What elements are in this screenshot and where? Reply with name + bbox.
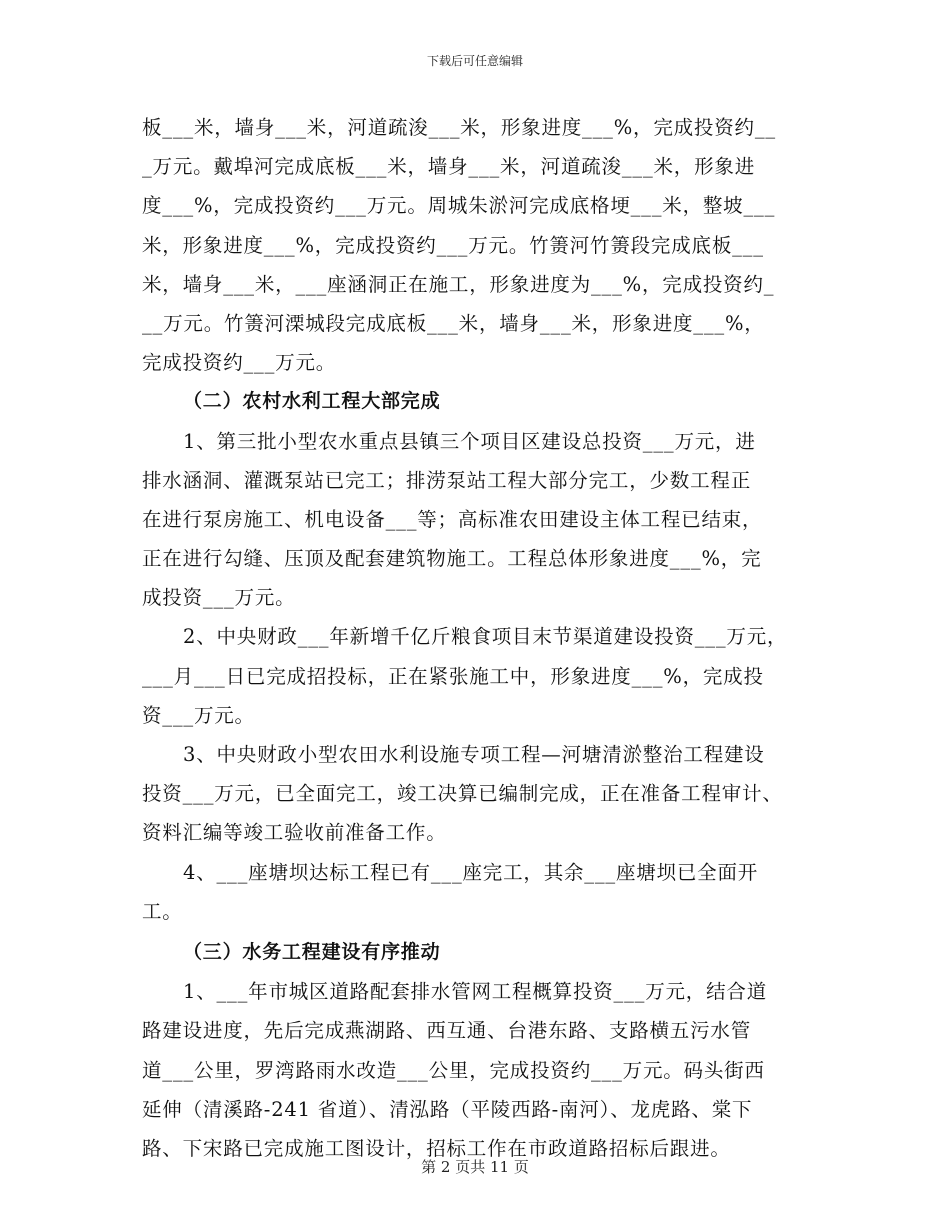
paragraph-line: 度___%，完成投资约___万元。周城朱淤河完成底格埂___米，整坡___	[142, 194, 776, 218]
paragraph-line: 1、___年市城区道路配套排水管网工程概算投资___万元，结合道	[183, 980, 768, 1004]
paragraph-line: ___月___日已完成招投标，正在紧张施工中，形象进度___%，完成投	[142, 664, 764, 688]
paragraph-line: 4、___座塘坝达标工程已有___座完工，其余___座塘坝已全面开	[183, 860, 759, 884]
paragraph-line: 正在进行勾缝、压顶及配套建筑物施工。工程总体形象进度___%，完	[142, 547, 762, 571]
paragraph-line: 板___米，墙身___米，河道疏浚___米，形象进度___%，完成投资约__	[142, 116, 776, 139]
paragraph-line: 1、第三批小型农水重点县镇三个项目区建设总投资___万元，进	[183, 429, 756, 453]
paragraph-line: 路建设进度，先后完成燕湖路、西互通、台港东路、支路横五污水管	[142, 1019, 752, 1043]
paragraph-line: __万元。竹箦河溧城段完成底板___米，墙身___米，形象进度___%，	[142, 311, 765, 335]
page-footer: 第 2 页共 11 页	[421, 1158, 529, 1176]
paragraph-line: 米，形象进度___%，完成投资约___万元。竹箦河竹箦段完成底板___	[142, 233, 764, 257]
paragraph-line: 资料汇编等竣工验收前准备工作。	[142, 821, 447, 845]
paragraph-line: 米，墙身___米，___座涵洞正在施工，形象进度为___%，完成投资约_	[142, 272, 775, 296]
paragraph-line: 道___公里，罗湾路雨水改造___公里，完成投资约___万元。码头街西	[142, 1058, 765, 1082]
paragraph-line: 在进行泵房施工、机电设备___等；高标准农田建设主体工程已结束，	[142, 507, 763, 531]
section-heading: （三）水务工程建设有序推动	[183, 940, 441, 963]
page-header: 下载后可任意编辑	[426, 54, 523, 68]
paragraph-line: 路、下宋路已完成施工图设计，招标工作在市政道路招标后跟进。	[142, 1136, 731, 1160]
paragraph-line: 2、中央财政___年新增千亿斤粮食项目末节渠道建设投资___万元，	[183, 625, 788, 649]
paragraph-line: 排水涵洞、灌溉泵站已完工；排涝泵站工程大部分完工，少数工程正	[142, 468, 752, 492]
paragraph-line: 完成投资约___万元。	[142, 351, 337, 375]
paragraph-line: 资___万元。	[142, 703, 255, 727]
paragraph-line: 延伸（清溪路-241 省道）、清泓路（平陵西路-南河）、龙虎路、棠下	[142, 1097, 753, 1121]
paragraph-line: 3、中央财政小型农田水利设施专项工程—河塘清淤整治工程建设	[183, 743, 765, 766]
paragraph-line: 投资___万元，已全面完工，竣工决算已编制完成，正在准备工程审计、	[142, 782, 783, 806]
section-heading: （二）农村水利工程大部完成	[183, 390, 441, 413]
paragraph-line: 工。	[142, 899, 183, 923]
paragraph-line: _万元。戴埠河完成底板___米，墙身___米，河道疏浚___米，形象进	[142, 155, 755, 179]
document-body	[142, 108, 814, 1168]
paragraph-line: 成投资___万元。	[142, 586, 296, 610]
